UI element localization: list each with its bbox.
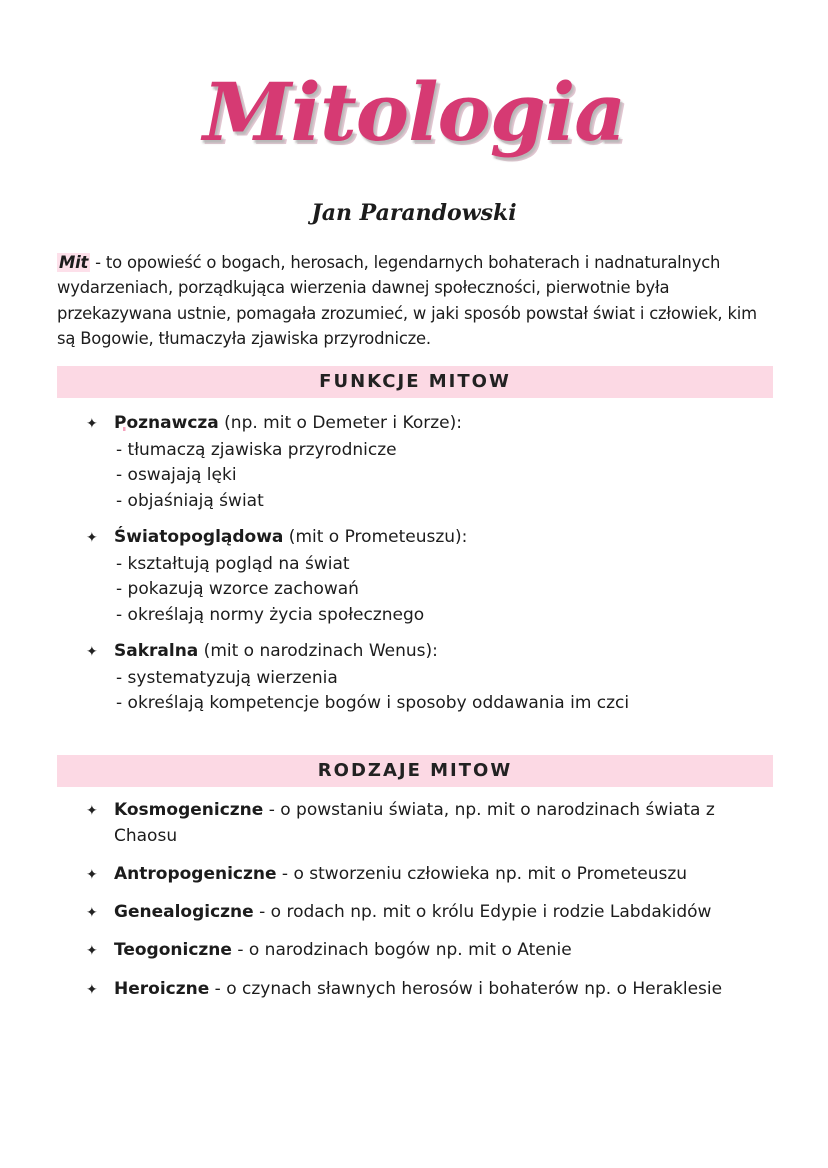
kind-name: Teogoniczne [114,940,232,960]
kind-desc: - o narodzinach bogów np. mit o Atenie [231,940,572,960]
kind-item [86,862,766,889]
function-note: (np. mit o Demeter i Korze): [218,413,462,433]
function-point: - pokazują wzorce zachowań [116,579,359,599]
star-bullet-icon: ✦ [86,867,98,883]
kinds-heading: RODZAJE MITOW [57,755,773,787]
page-title: Mitologia [202,65,626,159]
functions-heading: FUNKCJE MITOW [57,366,773,398]
function-note: (mit o narodzinach Wenus): [198,641,438,661]
function-point: - objaśniają świat [116,490,264,511]
intro-text: - to opowieść o bogach, herosach, legendarnych bohaterach i nadnaturalnych wydarzeniach, porządkująca wierzenia dawnej społeczności, pierwotnie była przekazywana ustnie, pomagała zrozumieć, w jaki sposób powstał świat i człowiek, kim są Bogowie, tłumaczyła zjawiska przyrodnicze. [57,253,757,348]
star-bullet-icon: ✦ [86,416,98,432]
star-bullet-icon: ✦ [86,530,98,546]
function-item [86,411,766,514]
star-bullet-icon: ✦ [86,644,98,660]
author-name: Jan Parandowski [311,200,517,226]
function-item [86,639,766,717]
kind-name: Antropogeniczne [114,864,277,884]
function-point: - systematyzują wierzenia [116,667,338,688]
function-name: Poznawcza [114,413,219,433]
function-note: (mit o Prometeuszu): [283,527,468,547]
intro-term: Mit [59,253,89,272]
kind-desc: - o stworzeniu człowieka np. mit o Prometeuszu [276,864,688,884]
star-bullet-icon: ✦ [86,803,98,819]
kind-desc: - o powstaniu świata, np. mit o narodzinach świata z Chaosu [114,800,715,846]
kind-desc: - o rodach np. mit o królu Edypie i rodzie Labdakidów [253,902,712,922]
kind-item [86,900,766,927]
function-point: - określają normy życia społecznego [116,604,425,625]
kind-name: Kosmogeniczne [114,800,264,820]
star-bullet-icon: ✦ [86,982,98,998]
kind-item [86,798,766,849]
function-point: - określają kompetencje bogów i sposoby oddawania im czci [116,693,630,713]
kind-name: Genealogiczne [114,902,254,922]
star-bullet-icon: ✦ [86,943,98,959]
function-point: - tłumaczą zjawiska przyrodnicze [116,439,397,460]
function-name: Sakralna [114,641,199,661]
function-name: Światopoglądowa [114,527,284,547]
star-bullet-icon: ✦ [86,905,98,921]
kind-name: Heroiczne [114,979,210,999]
function-item [86,525,766,628]
intro-paragraph [57,250,777,351]
kind-desc: - o czynach sławnych herosów i bohaterów np. o Heraklesie [209,979,723,999]
function-point: - kształtują pogląd na świat [116,553,350,574]
kind-item [86,938,766,965]
function-point: - oswajają lęki [116,465,237,485]
kind-item [86,977,766,1004]
